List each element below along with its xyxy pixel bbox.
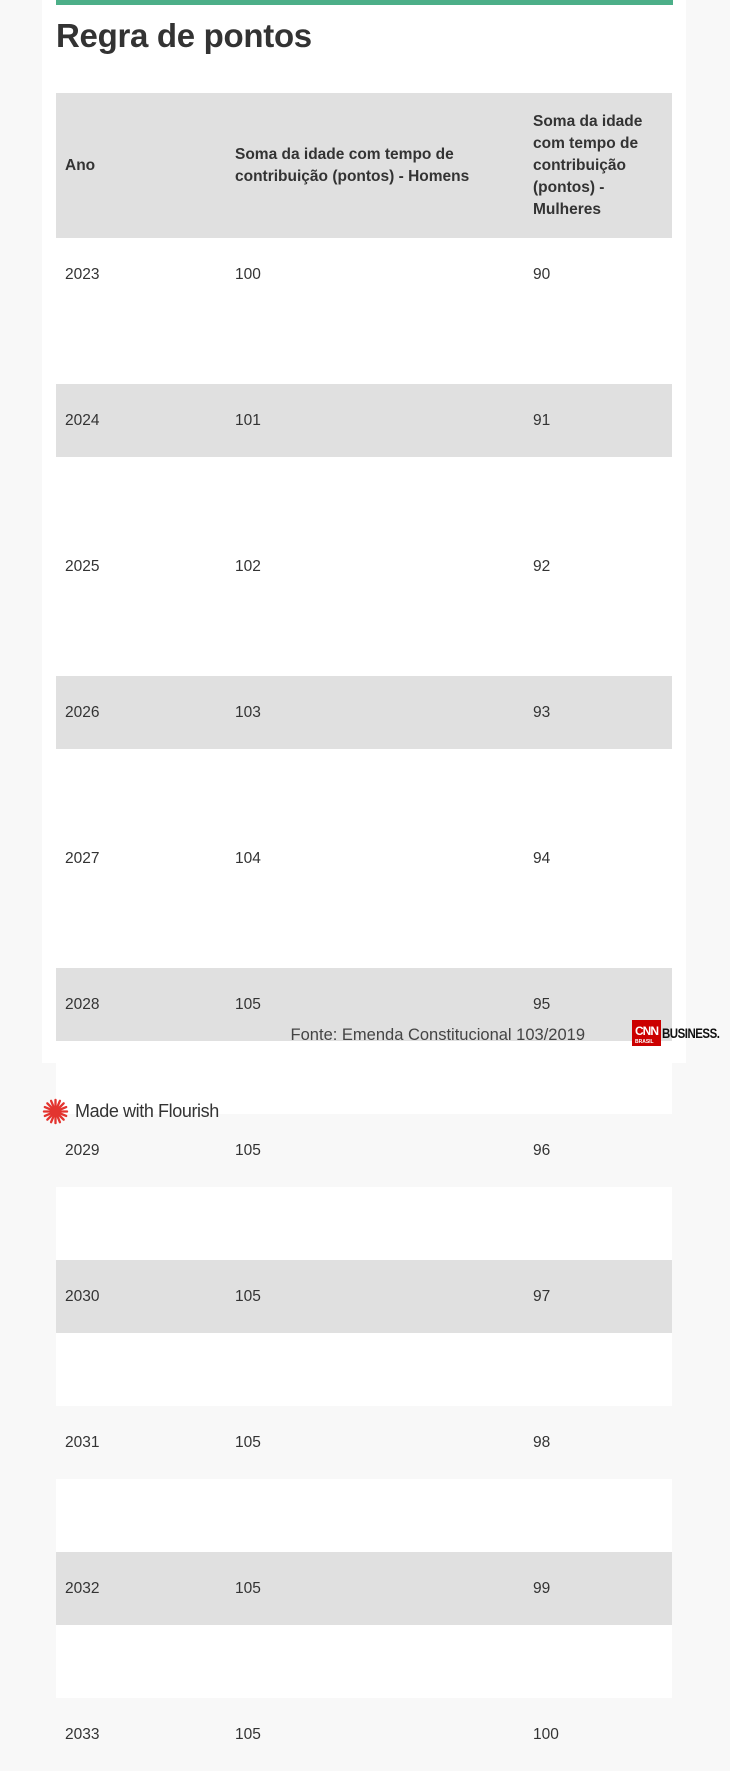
cell-men-points: 101 [226,384,524,457]
page-title: Regra de pontos [56,17,312,54]
table-header-row [56,93,672,238]
cell-year: 2030 [56,1260,226,1333]
table-row [56,384,672,457]
cell-men-points: 102 [235,557,261,575]
row-gap [56,457,672,530]
points-table [56,93,672,1771]
cell-men-points: 105 [235,1141,261,1159]
flourish-starburst-icon [42,1098,69,1125]
table-row [56,676,672,749]
cell-women-points: 96 [533,1141,551,1159]
row-gap [56,603,672,676]
table-row [56,238,672,311]
cell-year: 2027 [65,849,100,867]
cell-women-points: 91 [524,384,672,457]
cell-men-points: 104 [235,849,261,867]
row-gap [56,1625,672,1698]
cnn-logo-text: CNN [635,1024,658,1038]
cell-year: 2032 [56,1552,226,1625]
table-row [56,1260,672,1333]
row-gap [56,1479,672,1552]
cell-year: 2024 [56,384,226,457]
cell-women-points: 97 [524,1260,672,1333]
cell-women-points: 94 [533,849,551,867]
table-row [56,1552,672,1625]
cell-women-points: 95 [524,968,672,1041]
row-gap [56,895,672,968]
cell-men-points: 103 [226,676,524,749]
cell-men-points: 100 [235,265,261,283]
cell-men-points: 105 [226,968,524,1041]
accent-bar [56,0,673,5]
cnn-business-logo[interactable] [632,1020,720,1046]
cell-year: 2033 [65,1725,100,1743]
row-gap [56,1333,672,1406]
table-row [56,530,672,603]
source-note: Fonte: Emenda Constitucional 103/2019 [290,1026,585,1044]
cnn-logo-mark [632,1020,661,1046]
made-with-flourish-link[interactable] [42,1097,219,1125]
cell-year: 2029 [65,1141,100,1159]
cell-women-points: 93 [524,676,672,749]
cell-year: 2023 [65,265,100,283]
cell-year: 2026 [56,676,226,749]
cell-women-points: 100 [533,1725,559,1743]
cell-men-points: 105 [235,1725,261,1743]
column-header-men[interactable]: Soma da idade com tempo de contribuição (pontos) - Homens [226,93,524,238]
cell-women-points: 99 [524,1552,672,1625]
row-gap [56,749,672,822]
column-header-women[interactable]: Soma da idade com tempo de contribuição (pontos) - Mulheres [524,93,672,238]
table-row [56,822,672,895]
table-body [56,238,672,1771]
table-row [56,1406,672,1479]
column-header-year[interactable]: Ano [56,93,226,238]
cell-year: 2025 [65,557,100,575]
cell-women-points: 98 [533,1433,551,1451]
business-logo-text: BUSINESS. [662,1025,720,1041]
cnn-logo-subtext: BRASIL [635,1039,654,1045]
cell-women-points: 92 [533,557,551,575]
cell-men-points: 105 [235,1433,261,1451]
cell-year: 2028 [56,968,226,1041]
cell-year: 2031 [65,1433,100,1451]
cell-women-points: 90 [533,265,551,283]
cell-men-points: 105 [226,1260,524,1333]
cell-men-points: 105 [226,1552,524,1625]
row-gap [56,311,672,384]
row-gap [56,1187,672,1260]
flourish-label: Made with Flourish [75,1100,219,1121]
table-row [56,1698,672,1771]
